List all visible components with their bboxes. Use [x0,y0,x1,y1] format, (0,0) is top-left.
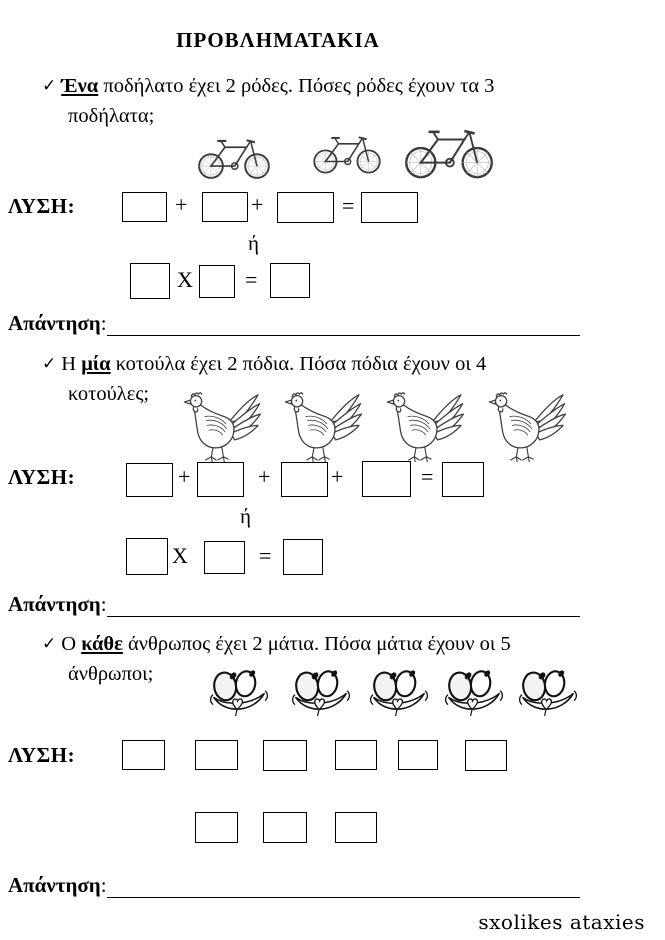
answer-box[interactable] [199,265,235,298]
hen-icon [381,390,467,464]
solution-label: ΛΥΣΗ: [8,743,76,767]
answer-box[interactable] [335,740,377,770]
solution-label: ΛΥΣΗ: [8,194,76,218]
answer-box[interactable] [442,462,484,497]
answer-line[interactable] [107,869,580,898]
answer-row [8,589,580,617]
answer-label: Απάντηση [8,592,101,616]
answer-box[interactable] [335,812,377,843]
hen-icon [483,390,569,464]
answer-line[interactable] [107,307,580,336]
times-sign: X [172,543,188,568]
answer-box[interactable] [202,192,248,222]
equals-sign: = [259,543,272,568]
answer-colon: : [100,873,107,897]
answer-box[interactable] [195,812,238,843]
answer-label: Απάντηση [8,311,101,335]
eyes-face-icon [206,667,272,723]
answer-box[interactable] [263,812,307,843]
answer-box[interactable] [122,740,165,770]
problem-1-line1: ποδήλατο έχει 2 ρόδες. Πόσες ρόδες έχουν τα 3 [98,75,495,97]
times-sign: X [177,267,193,292]
problem-2-line2: κοτούλες; [68,383,150,405]
eyes-face-icon [366,667,432,723]
answer-box[interactable] [195,740,238,770]
answer-box[interactable] [362,461,411,497]
or-label: ή [248,231,259,255]
bicycle-icon [311,131,383,175]
problem-2-prefix: Η [61,353,82,375]
problem-3-line2: άνθρωποι; [68,663,154,685]
answer-box[interactable] [204,541,245,574]
answer-box[interactable] [263,740,307,771]
checkmark-icon: ✓ [42,354,57,374]
solution-label: ΛΥΣΗ: [8,465,76,489]
answer-box[interactable] [197,462,244,497]
eyes-face-icon [288,667,354,723]
problem-1-keyword: Ένα [61,75,99,97]
answer-box[interactable] [126,463,173,497]
bicycle-icon [195,134,273,180]
equals-sign: = [342,193,355,218]
plus-sign: + [331,464,344,489]
answer-box[interactable] [398,740,438,770]
answer-box[interactable] [126,538,168,575]
problem-2-line1: κοτούλα έχει 2 πόδια. Πόσα πόδια έχουν οι 4 [110,353,487,375]
answer-line[interactable] [107,588,580,617]
answer-row [8,870,580,898]
problem-1-line2: ποδήλατα; [68,105,155,127]
answer-colon: : [100,311,107,335]
problem-3-prefix: Ο [61,633,82,655]
plus-sign: + [175,192,188,217]
page-title: ΠΡΟΒΛΗΜΑΤΑΚΙΑ [176,28,380,52]
or-label: ή [240,504,251,528]
checkmark-icon: ✓ [42,76,57,96]
plus-sign: + [178,464,191,489]
eyes-face-icon [515,667,581,723]
eyes-face-icon [441,667,507,723]
answer-colon: : [100,592,107,616]
equals-sign: = [421,464,434,489]
answer-label: Απάντηση [8,873,101,897]
problem-3-line1: άνθρωπος έχει 2 μάτια. Πόσα μάτια έχουν οι 5 [122,633,511,655]
answer-box[interactable] [270,263,310,298]
credit-text: sxolikes ataxies [478,910,645,934]
plus-sign: + [251,192,264,217]
answer-row [8,308,580,336]
checkmark-icon: ✓ [42,634,57,654]
answer-box[interactable] [130,263,170,299]
answer-box[interactable] [283,539,323,575]
answer-box[interactable] [122,192,167,222]
hen-icon [279,390,365,464]
problem-3-keyword: κάθε [81,633,123,655]
problem-1-statement [42,71,588,131]
answer-box[interactable] [281,462,328,497]
plus-sign: + [258,464,271,489]
answer-box[interactable] [277,192,334,223]
hen-icon [178,390,264,464]
bicycle-icon [402,123,496,180]
answer-box[interactable] [465,740,507,771]
equals-sign: = [245,267,258,292]
problem-2-keyword: μία [81,353,111,375]
answer-box[interactable] [361,192,418,223]
